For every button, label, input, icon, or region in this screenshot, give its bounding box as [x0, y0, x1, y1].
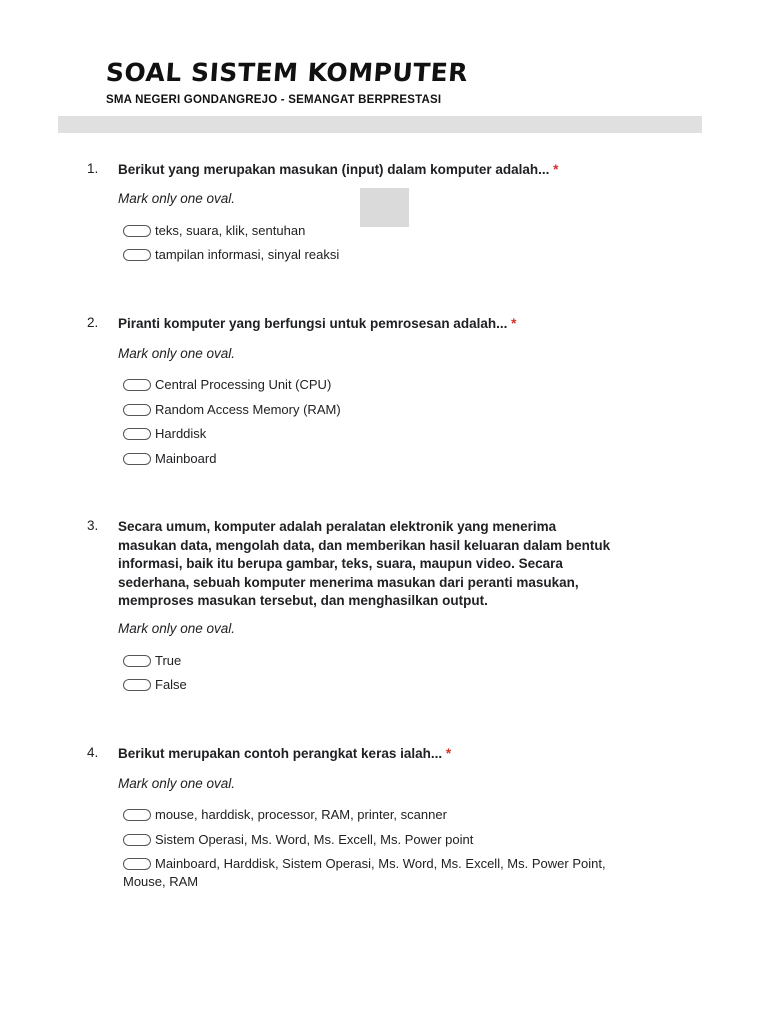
option-label: mouse, harddisk, processor, RAM, printer, scanner: [155, 807, 447, 822]
option-oval[interactable]: [123, 376, 663, 394]
question-number: 3.: [87, 518, 99, 533]
option-oval[interactable]: [123, 855, 648, 891]
option-label: True: [155, 653, 182, 668]
form-subtitle: SMA NEGERI GONDANGREJO - SEMANGAT BERPRESTASI: [106, 94, 442, 106]
oval-radio[interactable]: [123, 655, 151, 667]
form-title: SOAL SISTEM KOMPUTER: [104, 58, 469, 87]
option-label: Sistem Operasi, Ms. Word, Ms. Excell, Ms. Power point: [155, 832, 474, 847]
question-number: 4.: [87, 745, 99, 760]
question-number: 2.: [87, 315, 99, 330]
oval-radio[interactable]: [123, 249, 151, 261]
oval-radio[interactable]: [123, 428, 151, 440]
option-oval[interactable]: [123, 652, 663, 670]
oval-radio[interactable]: [123, 225, 151, 237]
required-asterisk: *: [553, 162, 559, 177]
option-label: Mainboard, Harddisk, Sistem Operasi, Ms. Word, Ms. Excell, Ms. Power Point, Mouse, RAM: [123, 856, 606, 889]
option-label: Random Access Memory (RAM): [155, 402, 341, 417]
question-text: Berikut merupakan contoh perangkat keras ialah... *: [118, 746, 452, 761]
oval-radio[interactable]: [123, 404, 151, 416]
option-oval[interactable]: [123, 676, 663, 694]
oval-radio[interactable]: [123, 679, 151, 691]
option-label: Central Processing Unit (CPU): [155, 377, 332, 392]
option-oval[interactable]: [123, 450, 663, 468]
question-number: 1.: [87, 161, 99, 176]
question-hint: Mark only one oval.: [118, 776, 236, 791]
oval-radio[interactable]: [123, 809, 151, 821]
header-divider-bar: [58, 116, 702, 133]
option-label: Mainboard: [155, 451, 217, 466]
required-asterisk: *: [445, 746, 452, 761]
option-label: False: [155, 677, 187, 692]
option-oval[interactable]: [123, 425, 663, 443]
question-text: Piranti komputer yang berfungsi untuk pemrosesan adalah... *: [118, 316, 517, 331]
question-text: Berikut yang merupakan masukan (input) dalam komputer adalah... *: [118, 162, 559, 177]
oval-radio[interactable]: [123, 379, 151, 391]
option-oval[interactable]: [123, 401, 663, 419]
question-hint: Mark only one oval.: [118, 191, 236, 206]
option-oval[interactable]: [123, 831, 663, 849]
option-oval[interactable]: [123, 806, 663, 824]
option-label: teks, suara, klik, sentuhan: [155, 223, 306, 238]
required-asterisk: *: [511, 316, 517, 331]
option-label: Harddisk: [155, 426, 207, 441]
oval-radio[interactable]: [123, 453, 151, 465]
option-oval[interactable]: [123, 246, 663, 264]
option-label: tampilan informasi, sinyal reaksi: [155, 247, 340, 262]
question-text: Secara umum, komputer adalah peralatan elektronik yang menerima masukan data, mengolah data, dan memberikan hasil keluaran dalam bentuk informasi, baik itu berupa gambar, teks, suara, maupun video. Secara sederhana, sebuah komputer menerima masukan dari peranti masukan, memproses masukan tersebut, dan menghasilkan output.: [118, 519, 611, 608]
image-placeholder: [360, 188, 409, 227]
question-hint: Mark only one oval.: [118, 621, 236, 636]
question-hint: Mark only one oval.: [118, 346, 236, 361]
oval-radio[interactable]: [123, 834, 151, 846]
oval-radio[interactable]: [123, 858, 151, 870]
